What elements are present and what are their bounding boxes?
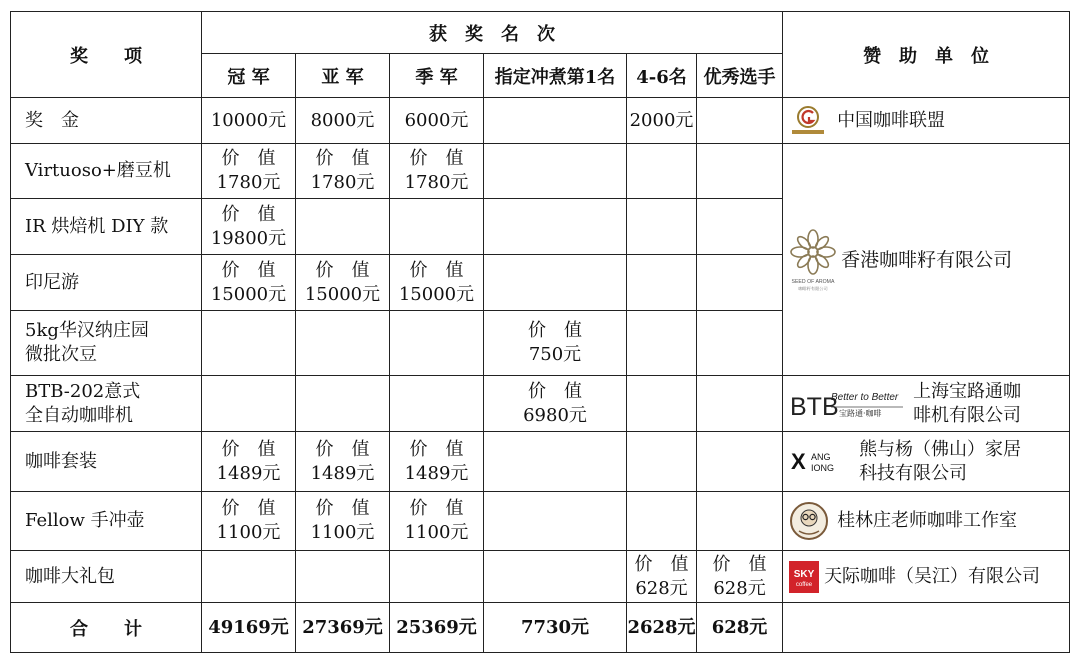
sponsor-name-line2: 科技有限公司	[859, 462, 968, 484]
logo-subtext: 宝路通·咖啡	[839, 408, 882, 418]
prize-cell	[484, 144, 627, 199]
col-4-6: 4-6名	[627, 54, 697, 98]
prize-cell	[296, 492, 390, 551]
row-label	[11, 98, 202, 144]
prize-cell	[627, 199, 697, 255]
cell-line: 628元	[713, 577, 766, 599]
total-cell: 25369元	[390, 603, 484, 653]
prize-cell	[697, 492, 783, 551]
cell-line: Virtuoso+磨豆机	[25, 160, 171, 181]
cell-line: 15000元	[304, 283, 381, 305]
cell-line: 价 值	[634, 553, 689, 575]
total-cell: 49169元	[202, 603, 296, 653]
btb-logo-icon	[789, 386, 907, 422]
header-sponsor: 赞 助 单 位	[783, 12, 1070, 98]
prize-cell	[390, 551, 484, 603]
table-row	[11, 492, 1070, 551]
cell-line: 价 值	[528, 320, 582, 341]
prize-cell	[697, 551, 783, 603]
prize-cell	[484, 551, 627, 603]
prize-cell	[484, 311, 627, 376]
cell-line: 750元	[528, 344, 582, 365]
prize-cell	[296, 376, 390, 432]
sponsor-cell-4	[783, 432, 1070, 492]
sponsor-name: 香港咖啡籽有限公司	[841, 248, 1013, 271]
cell-line: 10000元	[210, 109, 287, 131]
prize-cell	[202, 98, 296, 144]
prize-cell	[484, 199, 627, 255]
china-coffee-alliance-logo-icon	[789, 104, 827, 138]
cell-line: 价 值	[221, 259, 276, 281]
prize-cell	[627, 376, 697, 432]
prize-cell	[390, 311, 484, 376]
prize-cell	[484, 376, 627, 432]
col-excellent: 优秀选手	[697, 54, 783, 98]
prize-cell	[296, 98, 390, 144]
prize-cell	[627, 255, 697, 311]
sponsor-name: 中国咖啡联盟	[837, 109, 946, 131]
cell-line: 1489元	[404, 462, 469, 484]
row-label	[11, 255, 202, 311]
cell-line: 价 值	[221, 203, 276, 225]
prize-cell	[627, 311, 697, 376]
prize-cell	[202, 199, 296, 255]
total-cell: 628元	[697, 603, 783, 653]
cell-line: 6980元	[523, 404, 587, 426]
prize-cell	[202, 144, 296, 199]
cell-line: 1489元	[216, 462, 281, 484]
cell-line: 价 值	[221, 438, 276, 460]
cell-line: 19800元	[210, 227, 287, 249]
prize-cell	[390, 432, 484, 492]
total-label: 合 计	[11, 603, 202, 653]
cell-line: 奖 金	[25, 109, 79, 131]
sponsor-name-line2: 啡机有限公司	[913, 404, 1022, 426]
table-row	[11, 551, 1070, 603]
prize-cell	[202, 432, 296, 492]
header-item: 奖 项	[11, 12, 202, 98]
col-champion: 冠 军	[202, 54, 296, 98]
row-label	[11, 551, 202, 603]
col-third: 季 军	[390, 54, 484, 98]
col-brew-first: 指定冲煮第1名	[484, 54, 627, 98]
cell-line: 价 值	[409, 438, 464, 460]
prize-cell	[484, 255, 627, 311]
prize-cell	[296, 311, 390, 376]
logo-coffee: coffee	[795, 581, 813, 588]
cell-line: 价 值	[315, 498, 370, 519]
cell-line: 咖啡大礼包	[25, 565, 115, 587]
total-sponsor-empty	[783, 603, 1070, 653]
prize-table	[10, 11, 1070, 653]
total-cell: 27369元	[296, 603, 390, 653]
total-row	[11, 603, 1070, 653]
prize-cell	[390, 376, 484, 432]
sponsor-cell-5	[783, 492, 1070, 551]
logo-tagline: Better to Better	[831, 391, 899, 403]
prize-cell	[627, 492, 697, 551]
table-row	[11, 144, 1070, 199]
prize-cell	[697, 98, 783, 144]
prize-cell	[484, 492, 627, 551]
logo-btb-text: BTB	[790, 392, 839, 421]
seed-of-aroma-logo-icon	[789, 228, 837, 292]
row-label	[11, 492, 202, 551]
prize-cell	[202, 492, 296, 551]
prize-cell	[697, 376, 783, 432]
prize-cell	[697, 255, 783, 311]
cell-line: 1780元	[310, 172, 375, 193]
cell-line: 咖啡套装	[25, 450, 97, 472]
table-row	[11, 376, 1070, 432]
sponsor-cell-3	[783, 376, 1070, 432]
xiong-yang-logo-icon	[789, 447, 845, 477]
sponsor-name: 桂林庄老师咖啡工作室	[837, 510, 1018, 531]
cell-line: 1780元	[404, 172, 469, 193]
prize-cell	[627, 98, 697, 144]
total-cell: 7730元	[484, 603, 627, 653]
cell-line: 1489元	[310, 462, 375, 484]
prize-cell	[697, 199, 783, 255]
prize-cell	[296, 199, 390, 255]
row-label	[11, 376, 202, 432]
prize-cell	[390, 255, 484, 311]
cell-line: 价 值	[409, 148, 464, 169]
cell-line: 价 值	[315, 148, 370, 169]
prize-cell	[697, 432, 783, 492]
prize-cell	[390, 492, 484, 551]
prize-cell	[627, 432, 697, 492]
prize-cell	[484, 98, 627, 144]
cell-line: 价 值	[409, 259, 464, 281]
prize-cell	[296, 255, 390, 311]
total-cell: 2628元	[627, 603, 697, 653]
prize-cell	[697, 144, 783, 199]
cell-line: 价 值	[221, 498, 276, 519]
cell-line: 2000元	[629, 109, 694, 131]
prize-cell	[202, 376, 296, 432]
logo-sky: SKY	[793, 568, 815, 580]
cell-line: 1100元	[404, 522, 469, 543]
cell-line: 1100元	[216, 522, 281, 543]
cell-line: 1780元	[216, 172, 281, 193]
logo-ang: ANG	[811, 451, 831, 462]
row-label	[11, 144, 202, 199]
table-row	[11, 432, 1070, 492]
cell-line: BTB-202意式	[25, 380, 141, 402]
cell-line: 价 值	[221, 148, 276, 169]
col-runner-up: 亚 军	[296, 54, 390, 98]
header-ranking: 获 奖 名 次	[202, 12, 783, 54]
sky-coffee-logo-icon	[789, 561, 819, 593]
sponsor-cell-2	[783, 144, 1070, 376]
logo-x: X	[791, 448, 806, 474]
row-label	[11, 311, 202, 376]
prize-cell	[202, 551, 296, 603]
cell-line: 价 值	[409, 498, 464, 519]
prize-cell	[484, 432, 627, 492]
logo-iong: IONG	[811, 462, 835, 473]
logo-subtext: 咖啡籽有限公司	[798, 285, 828, 291]
cell-line: 628元	[635, 577, 688, 599]
prize-cell	[627, 144, 697, 199]
sponsor-name: 天际咖啡（吴江）有限公司	[824, 565, 1041, 587]
cell-line: IR 烘焙机 DIY 款	[25, 215, 169, 237]
cell-line: Fellow 手冲壶	[25, 510, 145, 531]
sponsor-cell-6	[783, 551, 1070, 603]
sponsor-cell-1	[783, 98, 1070, 144]
cell-line: 印尼游	[25, 271, 79, 293]
cell-line: 15000元	[210, 283, 287, 305]
cell-line: 价 值	[315, 438, 370, 460]
cell-line: 8000元	[310, 109, 375, 131]
prize-cell	[697, 311, 783, 376]
prize-cell	[627, 551, 697, 603]
prize-cell	[296, 551, 390, 603]
cell-line: 价 值	[315, 259, 370, 281]
cell-line: 6000元	[404, 109, 469, 131]
row-label	[11, 199, 202, 255]
cell-line: 价 值	[528, 380, 582, 402]
sponsor-name-line1: 熊与杨（佛山）家居	[859, 438, 1022, 460]
cell-line: 价 值	[712, 553, 767, 575]
cell-line: 全自动咖啡机	[25, 404, 133, 426]
prize-cell	[202, 255, 296, 311]
prize-cell	[390, 199, 484, 255]
prize-cell	[296, 432, 390, 492]
sponsor-name-line1: 上海宝路通咖	[913, 380, 1022, 402]
prize-cell	[390, 98, 484, 144]
prize-cell	[296, 144, 390, 199]
prize-cell	[202, 311, 296, 376]
row-label	[11, 432, 202, 492]
teacher-zhuang-logo-icon	[789, 501, 829, 541]
prize-cell	[390, 144, 484, 199]
cell-line: 15000元	[398, 283, 475, 305]
cell-line: 1100元	[310, 522, 375, 543]
cell-line: 5kg华汉纳庄园	[25, 320, 149, 341]
table-row	[11, 98, 1070, 144]
logo-text: SEED OF AROMA	[791, 278, 835, 285]
cell-line: 微批次豆	[25, 344, 97, 365]
